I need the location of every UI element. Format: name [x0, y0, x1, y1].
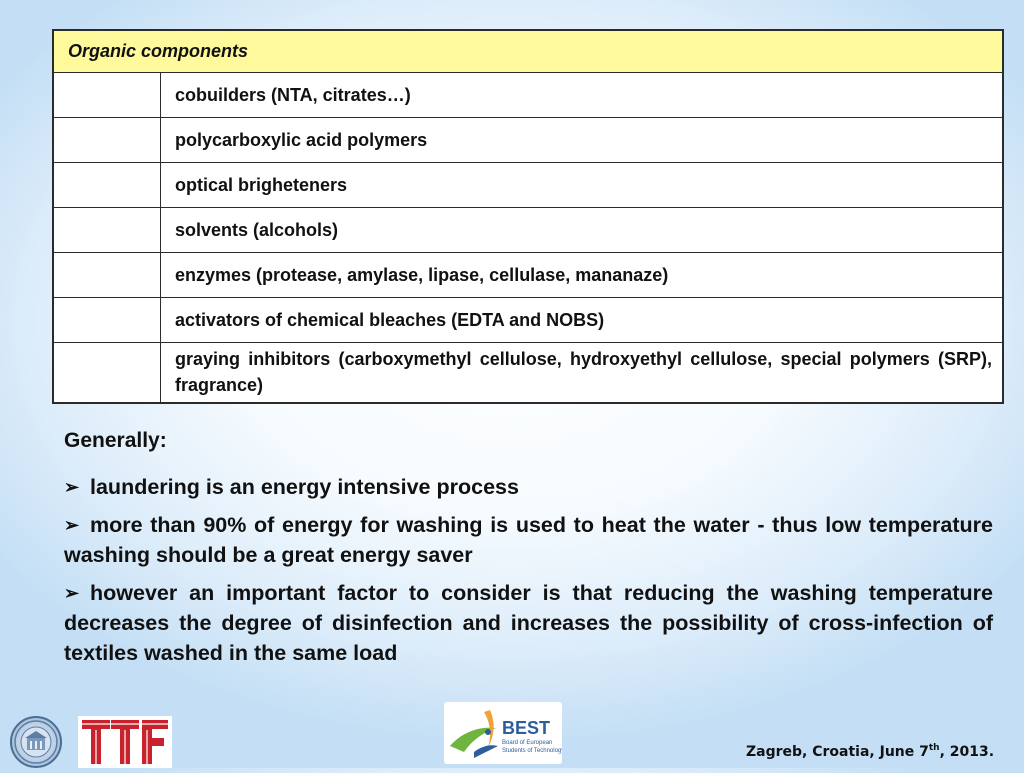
best-logo — [444, 702, 562, 764]
table-row: cobuilders (NTA, citrates…) — [161, 73, 1004, 118]
table-header: Organic components — [53, 30, 1003, 73]
best-logo-subtext: Board of European — [502, 740, 553, 746]
table-cell-empty — [53, 343, 161, 404]
best-logo-icon — [444, 702, 562, 764]
right-arrow-bullet-icon: ➢ — [64, 515, 80, 535]
ttf-logo-icon — [78, 716, 172, 768]
bullet-item — [64, 510, 993, 570]
best-logo-subtext: Students of Technology — [502, 748, 562, 754]
table-row: optical brigheteners — [161, 163, 1004, 208]
bullet-text: more than 90% of energy for washing is used to heat the water - thus low temperature washing should be a great energy saver — [64, 513, 993, 567]
right-arrow-bullet-icon: ➢ — [64, 477, 80, 497]
best-logo-text: BEST — [502, 718, 551, 738]
university-seal-icon — [12, 718, 60, 766]
bullet-item — [64, 472, 993, 502]
table-cell-empty — [53, 298, 161, 343]
bullet-text: however an important factor to consider is that reducing the washing temperature decreases the degree of disinfection and increases the possibility of cross-infection of textiles washed in the same load — [64, 581, 993, 665]
table-row: activators of chemical bleaches (EDTA and NOBS) — [161, 298, 1004, 343]
table-row: polycarboxylic acid polymers — [161, 118, 1004, 163]
table-row: solvents (alcohols) — [161, 208, 1004, 253]
section-heading: Generally: — [64, 429, 167, 452]
table-cell-empty — [53, 253, 161, 298]
ttf-logo — [78, 716, 172, 768]
table-row: graying inhibitors (carboxymethyl cellulose, hydroxyethyl cellulose, special polymers (SRP), fragrance) — [161, 343, 1004, 404]
organic-components-table — [52, 29, 1004, 404]
right-arrow-bullet-icon: ➢ — [64, 583, 80, 603]
table-row: enzymes (protease, amylase, lipase, cellulase, mananaze) — [161, 253, 1004, 298]
footer-location-date: Zagreb, Croatia, June 7th, 2013. — [746, 743, 995, 760]
bullet-text: laundering is an energy intensive process — [90, 475, 519, 499]
bullet-item — [64, 578, 993, 668]
table-cell-empty — [53, 73, 161, 118]
table-cell-empty — [53, 208, 161, 253]
table-cell-empty — [53, 118, 161, 163]
university-seal-logo — [10, 716, 62, 768]
table-cell-empty — [53, 163, 161, 208]
body-text — [64, 426, 993, 676]
